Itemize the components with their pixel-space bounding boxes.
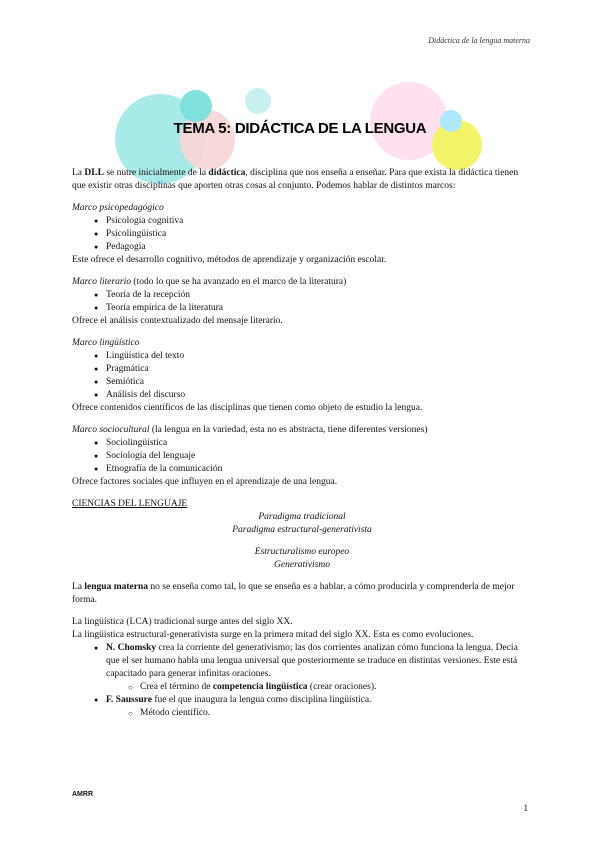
marco-summary: Ofrece el análisis contextualizado del mensaje literario.: [72, 316, 283, 326]
marco-sociocultural: [72, 424, 532, 489]
paradigm-line: Generativismo: [274, 560, 330, 570]
list-item: ● Análisis del discurso: [94, 389, 532, 402]
author-name: N. Chomsky: [106, 643, 157, 653]
lengua-materna-paragraph: [72, 581, 532, 607]
text: La: [72, 168, 85, 178]
marco-linguistico: [72, 337, 532, 415]
marco-note: (la lengua en la variedad, esta no es abstracta, tiene diferentes versiones): [149, 425, 428, 435]
bold-term: lengua materna: [84, 582, 148, 592]
running-header: Didáctica de la lengua materna: [428, 36, 530, 45]
text: fue el que inaugura la lengua como disciplina lingüística.: [151, 695, 372, 705]
lca-line: La lingüística (LCA) tradicional surge antes del siglo XX.: [72, 617, 293, 627]
list-item: ● Semiótica: [94, 376, 532, 389]
marco-title: Marco literario: [72, 277, 132, 287]
list-item: ● Pragmática: [94, 363, 532, 376]
text: Crea el término de: [140, 682, 213, 692]
author-name: F. Saussure: [106, 695, 152, 705]
list-item: ● Pedagogía: [94, 241, 532, 254]
decor-circle: [245, 88, 271, 114]
list-item: ● Psicolingüística: [94, 228, 532, 241]
marco-psicopedagogico: [72, 202, 532, 267]
page-title: TEMA 5: DIDÁCTICA DE LA LENGUA: [173, 120, 427, 137]
ciencias-heading: CIENCIAS DEL LENGUAJE: [72, 499, 188, 509]
intro-paragraph: [72, 167, 532, 193]
text: crea la corriente del generativismo; las dos corrientes analizan cómo funciona la lengua. Decía que el ser humano habla una lengua universal que posteriormente se traduce en distintas versiones. Este está capacitado para generar infinitas oraciones.: [106, 643, 518, 679]
text: La: [72, 582, 85, 592]
chomsky-item: [94, 642, 532, 681]
list-item: ● Teoría de la recepción: [94, 289, 532, 302]
list-item: ● Etnografía de la comunicación: [94, 463, 532, 476]
list-item: ● Sociología del lenguaje: [94, 450, 532, 463]
text: (crear oraciones).: [307, 682, 377, 692]
marco-literario: [72, 276, 532, 328]
marco-summary: Este ofrece el desarrollo cognitivo, métodos de aprendizaje y organización escolar.: [72, 255, 387, 265]
marco-note: (todo lo que se ha avanzado en el marco de la literatura): [131, 277, 347, 287]
list-item: ● Lingüística del texto: [94, 350, 532, 363]
list-item: ● Teoría empírica de la literatura: [94, 302, 532, 315]
page-number: 1: [523, 803, 528, 813]
bold-term: didáctica: [208, 168, 246, 178]
saussure-item: [94, 694, 532, 707]
list-item: ● Sociolingüística: [94, 437, 532, 450]
paradigm-line: Estructuralismo europeo: [254, 547, 350, 557]
text: , disciplina que nos enseña a enseñar. Para que exista la didáctica tienen que existir otras disciplinas que aporten otras cosas al conjunto. Podemos hablar de distintos marcos:: [72, 168, 519, 191]
marco-summary: Ofrece factores sociales que influyen en el aprendizaje de una lengua.: [72, 477, 338, 487]
sub-list-item: ○ Método científico.: [128, 707, 532, 720]
paradigm-line: Paradigma estructural-generativista: [232, 525, 372, 535]
marco-title: Marco sociocultural: [72, 425, 150, 435]
sub-list-item: [128, 681, 532, 694]
marco-title: Marco psicopedagógico: [72, 203, 164, 213]
paradigm-line: Paradigma tradicional: [258, 512, 346, 522]
marco-title: Marco lingüístico: [72, 338, 140, 348]
decor-circle: [180, 90, 212, 122]
text: se nutre inicialmente de la: [103, 168, 209, 178]
bold-term: DLL: [84, 168, 104, 178]
estructural-line: La lingüística estructural-generativista surge en la primera mitad del siglo XX. Esta es como evoluciones.: [72, 630, 474, 640]
document-body: [72, 167, 532, 720]
text: no se enseña como tal, lo que se enseña es a hablar, a cómo producirla y comprenderla de mejor forma.: [72, 582, 515, 605]
list-item: ● Psicología cognitiva: [94, 215, 532, 228]
marco-summary: Ofrece contenidos científicos de las disciplinas que tienen como objeto de estudio la lengua.: [72, 403, 423, 413]
bold-term: competencia lingüística: [212, 682, 308, 692]
footer-author: AMRR: [72, 791, 93, 798]
